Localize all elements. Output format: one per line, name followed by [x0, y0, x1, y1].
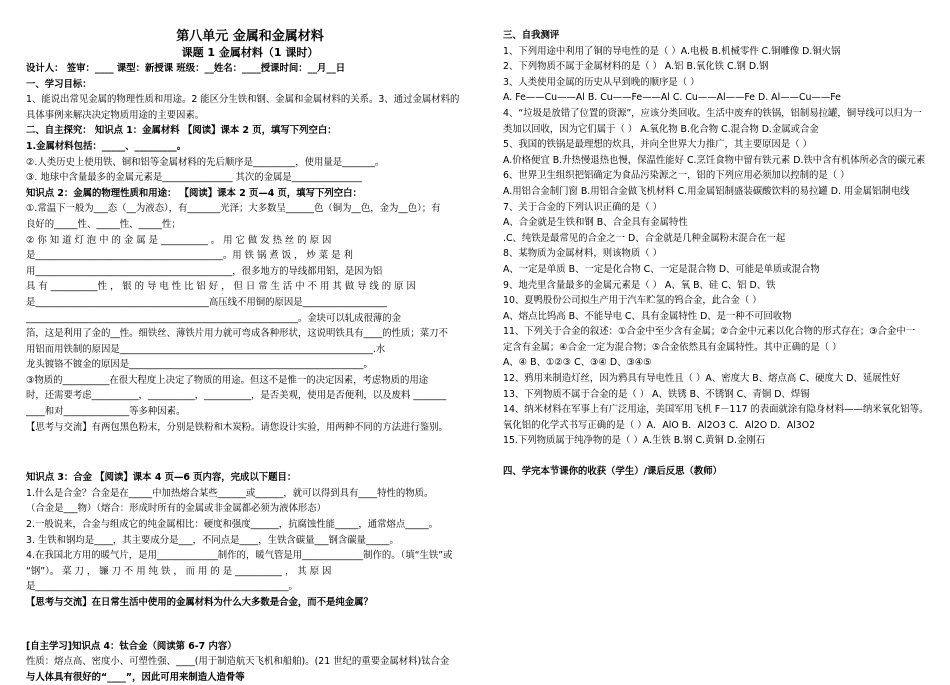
- question-line: 9、地壳里含量最多的金属元素是（ ） A、氧 B、硅 C、铝 D、铁: [503, 279, 776, 291]
- spacer: [26, 611, 474, 639]
- kp1-line: ②.人类历史上使用铁、铜和铝等金属材料的先后顺序是_________，使用量是_______。: [26, 156, 385, 168]
- kp2-line: 箔，这是利用了金的__性。细铁丝、薄铁片用力就可弯成各种形状，这说明铁具有____的性质；菜刀不: [26, 328, 448, 340]
- kp2-line: 龙头镀铬不镀金的原因是__________________________________________________。: [26, 359, 373, 371]
- kp3-line: 3. 生铁和钢均是____，其主要成分是___，不同点是____，生铁含碳量___钢含碳量_____。: [26, 534, 399, 546]
- goals-text: 具体事例来解决决定物质用途的主要因素。: [26, 109, 205, 121]
- question-line: 3、人类使用金属的历史从早到晚的顺序是（ ）: [503, 76, 700, 88]
- kp4-line: 与人体具有很好的“____”，因此可用来制造人造骨等: [26, 671, 245, 683]
- kp3-heading: 知识点 3：合金 【阅读】课本 4 页—6 页内容，完成以下题目：: [26, 472, 297, 484]
- kp2-heading: 知识点 2：金属的物理性质和用途： 【阅读】课本 2 页—4 页，填写下列空白：: [26, 187, 362, 199]
- kp1-line: ③. 地球中含量最多的金属元素是_______________ 其次的金属是_______________: [26, 172, 363, 184]
- kp2-think: 【思考与交流】有两包黑色粉末，分别是铁粉和木炭粉。请您设计实验，用两种不同的方法进行鉴别。: [26, 421, 448, 433]
- kp3-line: “钢”）。 菜 刀 ， 镰 刀 不 用 纯 铁 ， 而 用 的 是 __________ ， 其 原 因: [26, 565, 332, 577]
- kp4-heading: [自主学习]知识点 4：钛合金（阅读第 6-7 内容）: [26, 640, 237, 652]
- kp2-line: 具 有 __________性 ， 银 的 导 电 性 比 铝 好 ， 但 日 常 生 活 中 不 用 其 做 导 线 的 原 因: [26, 281, 416, 293]
- kp3-line: 4.在我国北方用的暖气片，是用_____________制作的，暖气管是用_____________制作的。（填“生铁”或: [26, 550, 453, 562]
- question-line: 2、下列物质不属于金属材料的是（ ） A.铝 B.氧化铁 C.钢 D.钢: [503, 61, 769, 73]
- meta-line: 设计人： 签审：____ 课型：新授课 班级：__姓名：____授课时间：__月__日: [26, 63, 346, 74]
- spacer: [26, 435, 474, 470]
- question-line: 13、下列物质不属于合金的是（ ） A、铁锈 B、不锈钢 C、青铜 D、焊锡: [503, 388, 810, 400]
- question-line: 5、我国的铁锅是最理想的炊具，并向全世界大力推广，其主要原因是（ ）: [503, 139, 812, 151]
- goals-text: 1、能说出常见金属的物理性质和用途。2 能区分生铁和钢、金属和金属材料的关系。3、通过金属材料的: [26, 94, 460, 106]
- self-test-heading: 三、自我测评: [503, 30, 560, 41]
- kp2-line: 是________________________________________。用 铁 锅 煮 饭 ， 炒 菜 是 利: [26, 250, 353, 262]
- question-line: 7、关于合金的下列认识正确的是（ ）: [503, 201, 662, 213]
- question-line: 4、“垃圾是放错了位置的资源”，应该分类回收。生活中废弃的铁锅，铝制易拉罐，铜导线可以归为一: [503, 107, 922, 119]
- question-line: 14、纳米材料在军事上有广泛用途，美国军用飞机 F－117 的表面就涂有隐身材料——纳米氧化铝等。: [503, 404, 929, 416]
- explore-heading: 二、自主探究： 知识点 1：金属材料 【阅读】课本 2 页，填写下列空白：: [26, 125, 337, 137]
- question-line: 1、下列用途中利用了铜的导电性的是（ ）A.电极 B.机械零件 C.铜雕像 D.铜火锅: [503, 45, 841, 57]
- question-line: 11、下列关于合金的叙述：①合金中至少含有金属；②合金中元素以化合物的形式存在；③合金中一: [503, 326, 916, 338]
- kp2-line: 时，还需要考虑__________，__________，__________，是否美观，使用是否便利，以及废料 _______: [26, 390, 447, 402]
- question-line: 12、鸦用来制造灯丝，因为鸦具有导电性且（ ）A、密度大 B、熔点高 C、硬度大 D、延展性好: [503, 373, 901, 385]
- right-column: [503, 28, 933, 480]
- question-line: 8、某物质为金属材料，则该物质（ ）: [503, 248, 662, 260]
- question-line: A、熔点比钨高 B、不能导电 C、具有金属特性 D、是一种不可回收物: [503, 310, 792, 322]
- reflection-heading: 四、学完本节课你的收获（学生）/课后反思（教师）: [503, 466, 723, 478]
- question-line: 15.下列物质属于纯净物的是（ ）A.生铁 B.钢 C.黄铜 D.金刚石: [503, 435, 766, 447]
- question-line: 定含有金属；④合金一定为混合物；⑤合金依然具有金属特性。其中正确的是（ ）: [503, 341, 842, 353]
- question-line: 氧化铝的化学式书写正确的是（ ）A．AlO B．Al2O3 C．Al2O D．Al3O2: [503, 419, 816, 431]
- kp3-line: （合金是___物）（熔合：形成时所有的金属或非金属都必须为液体形态）: [26, 503, 326, 515]
- kp3-line: 2.一般说来，合金与组成它的纯金属相比：硬度和强度______，抗腐蚀性能_____，通常熔点_____。: [26, 519, 439, 531]
- kp2-line: __________________________________________________________。金块可以轧成很薄的金: [26, 312, 402, 324]
- lesson-subtitle: 课题 1 金属材料（1 课时）: [181, 46, 319, 59]
- kp2-line: 用铝而用铁制的原因是______________________________________________________.水: [26, 343, 386, 355]
- kp4-line: 性质：熔点高、密度小、可塑性强、____(用于制造航天飞机和船舶)。(21 世纪的重要金属材料)钛合金: [26, 656, 450, 668]
- question-line: A.价格便宜 B.升热慢退热也慢，保温性能好 C.烹饪食物中留有铁元素 D.铁中含有机体所必含的碳元素: [503, 154, 926, 166]
- question-line: A、合金就是生铁和钢 B、合金具有金属特性: [503, 217, 688, 229]
- unit-title: 第八单元 金属和金属材料: [176, 29, 324, 44]
- question-line: A. Fe——Cu——Al B. Cu——Fe——Al C. Cu——Al——Fe D. Al——Cu——Fe: [503, 92, 841, 104]
- kp2-line: ____和对______________等多种因素。: [26, 406, 186, 418]
- kp2-line: 良好的_____性、_____性、_____性；: [26, 218, 181, 230]
- question-line: .C、纯铁是最常见的合金之一 D、合金就是几种金属粉末混合在一起: [503, 232, 786, 244]
- goals-heading: 一、学习目标：: [26, 78, 92, 90]
- question-line: A.用铝合金制门窗 B.用铝合金做飞机材料 C.用金属铝制盛装碳酸饮料的易拉罐 D. 用金属铝制电线: [503, 185, 910, 197]
- question-line: 6、世界卫生组织把铝确定为食品污染源之一，铝的下列应用必须加以控制的是（ ）: [503, 170, 850, 182]
- kp3-think: 【思考与交流】在日常生活中使用的金属材料为什么大多数是合金，而不是纯金属？: [26, 597, 373, 608]
- kp2-line: 用__________________________________________，很多地方的导线都用铝，是因为铝: [26, 265, 383, 277]
- kp2-line: ③物质的__________在很大程度上决定了物质的用途。但这不是惟一的决定因素，考虑物质的用途: [26, 374, 429, 386]
- question-line: 10、夏鸭股份公司拟生产用于汽车贮氢的钨合金，此合金（ ）: [503, 295, 762, 307]
- spacer: [503, 449, 933, 464]
- kp3-line: 是______________________________________________________。: [26, 581, 298, 593]
- kp2-line: ①.常温下一般为___态（__为液态），有_______光泽；大多数呈______色（铜为__色，金为__色）；有: [26, 203, 441, 215]
- left-column: [26, 28, 474, 685]
- question-line: A、④ B、①②③ C、③④ D、③④⑤: [503, 357, 652, 369]
- kp2-line: 是_____________________________________高压线不用铜的原因是__________________: [26, 296, 387, 308]
- kp3-line: 1.什么是合金？合金是在_____中加热熔合某些______或______，就可以得到具有____特性的物质。: [26, 487, 434, 499]
- question-line: 类加以回收，因为它们属于（ ） A.氧化物 B.化合物 C.混合物 D.金属或合金: [503, 123, 819, 135]
- kp1-line: 1.金属材料包括：_____、_________。: [26, 140, 187, 152]
- question-line: A、一定是单质 B、一定是化合物 C、一定是混合物 D、可能是单质或混合物: [503, 263, 820, 275]
- kp2-line: ② 你 知 道 灯 泡 中 的 金 属 是 __________ 。 用 它 做 发 热 丝 的 原 因: [26, 234, 332, 246]
